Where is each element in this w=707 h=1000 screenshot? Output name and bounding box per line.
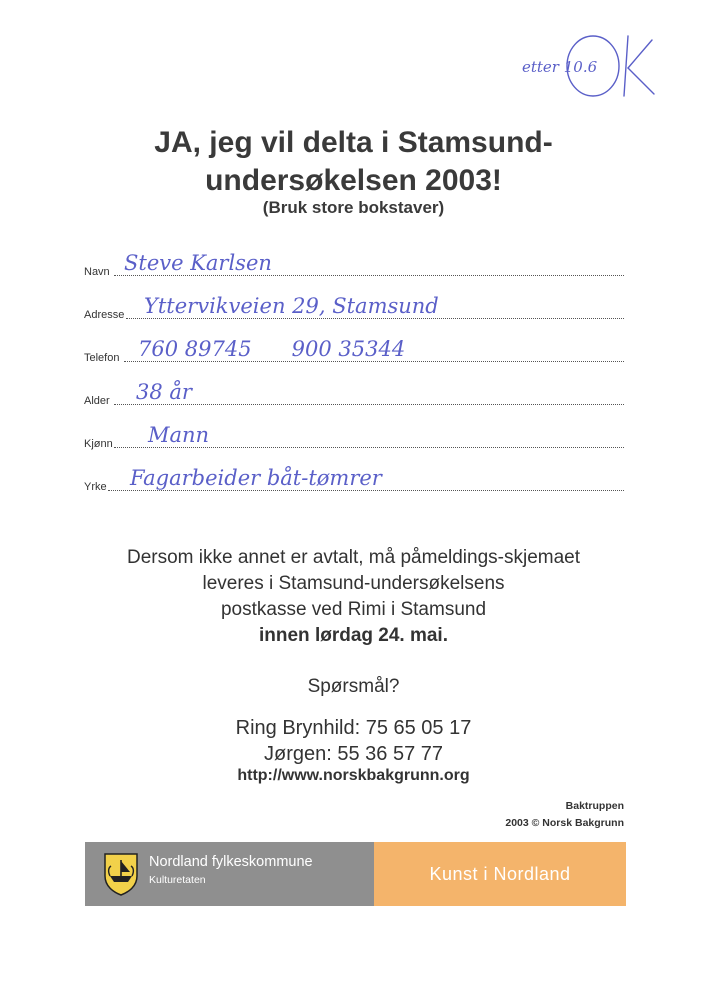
field-label: Alder xyxy=(84,395,110,407)
field-line xyxy=(114,275,624,276)
field-line xyxy=(114,447,624,448)
field-label: Telefon xyxy=(84,352,120,364)
org-department: Kulturetaten xyxy=(149,874,206,886)
page-title xyxy=(0,124,707,200)
field-value[interactable]: 760 89745 900 35344 xyxy=(138,337,406,361)
field-alder[interactable] xyxy=(84,379,624,407)
viking-ship-crest-icon xyxy=(103,852,139,896)
page-subtitle: (Bruk store bokstaver) xyxy=(262,198,445,217)
field-line xyxy=(114,404,624,405)
field-line xyxy=(108,490,624,491)
website-link[interactable]: http://www.norskbakgrunn.org xyxy=(237,767,470,784)
field-label: Navn xyxy=(84,266,110,278)
title-line-2: undersøkelsen 2003! xyxy=(205,164,502,197)
field-telefon[interactable] xyxy=(84,336,624,364)
org-name: Nordland fylkeskommune xyxy=(149,854,313,870)
info-line-1: Dersom ikke annet er avtalt, må påmeldings-skjemaet xyxy=(126,547,581,568)
approval-mark xyxy=(520,28,670,103)
ok-mark-drawing xyxy=(520,28,670,103)
field-kjonn[interactable] xyxy=(84,422,624,450)
field-navn[interactable] xyxy=(84,250,624,278)
banner-left-panel xyxy=(85,842,374,906)
info-line-2: leveres i Stamsund-undersøkelsens xyxy=(202,573,505,594)
field-label: Kjønn xyxy=(84,438,113,450)
sponsor-banner xyxy=(85,842,626,906)
contact-jorgen: Jørgen: 55 36 57 77 xyxy=(263,743,443,765)
contact-info xyxy=(0,715,707,767)
title-line-1: JA, jeg vil delta i Stamsund- xyxy=(154,126,553,159)
field-value[interactable]: Mann xyxy=(148,423,210,447)
banner-right-panel xyxy=(374,842,626,906)
field-value[interactable]: Fagarbeider båt-tømrer xyxy=(130,466,382,490)
field-value[interactable]: 38 år xyxy=(136,380,192,404)
info-line-3: postkasse ved Rimi i Stamsund xyxy=(220,599,487,620)
contact-brynhild: Ring Brynhild: 75 65 05 17 xyxy=(235,717,472,739)
approval-note: etter 10.6 xyxy=(522,58,598,76)
field-adresse[interactable] xyxy=(84,293,624,321)
field-value[interactable]: Yttervikveien 29, Stamsund xyxy=(144,294,439,318)
field-yrke[interactable] xyxy=(84,465,624,493)
field-label: Adresse xyxy=(84,309,125,321)
field-line xyxy=(124,361,624,362)
credits xyxy=(505,798,624,832)
questions-heading: Spørsmål? xyxy=(307,676,400,697)
credits-line-1: Baktruppen xyxy=(565,800,624,812)
field-line xyxy=(126,318,624,319)
credits-line-2: 2003 © Norsk Bakgrunn xyxy=(505,817,624,829)
field-label: Yrke xyxy=(84,481,107,493)
delivery-info xyxy=(0,545,707,649)
field-value[interactable]: Steve Karlsen xyxy=(124,251,272,275)
kunst-i-nordland-label: Kunst i Nordland xyxy=(429,863,571,884)
deadline-text: innen lørdag 24. mai. xyxy=(259,625,448,646)
